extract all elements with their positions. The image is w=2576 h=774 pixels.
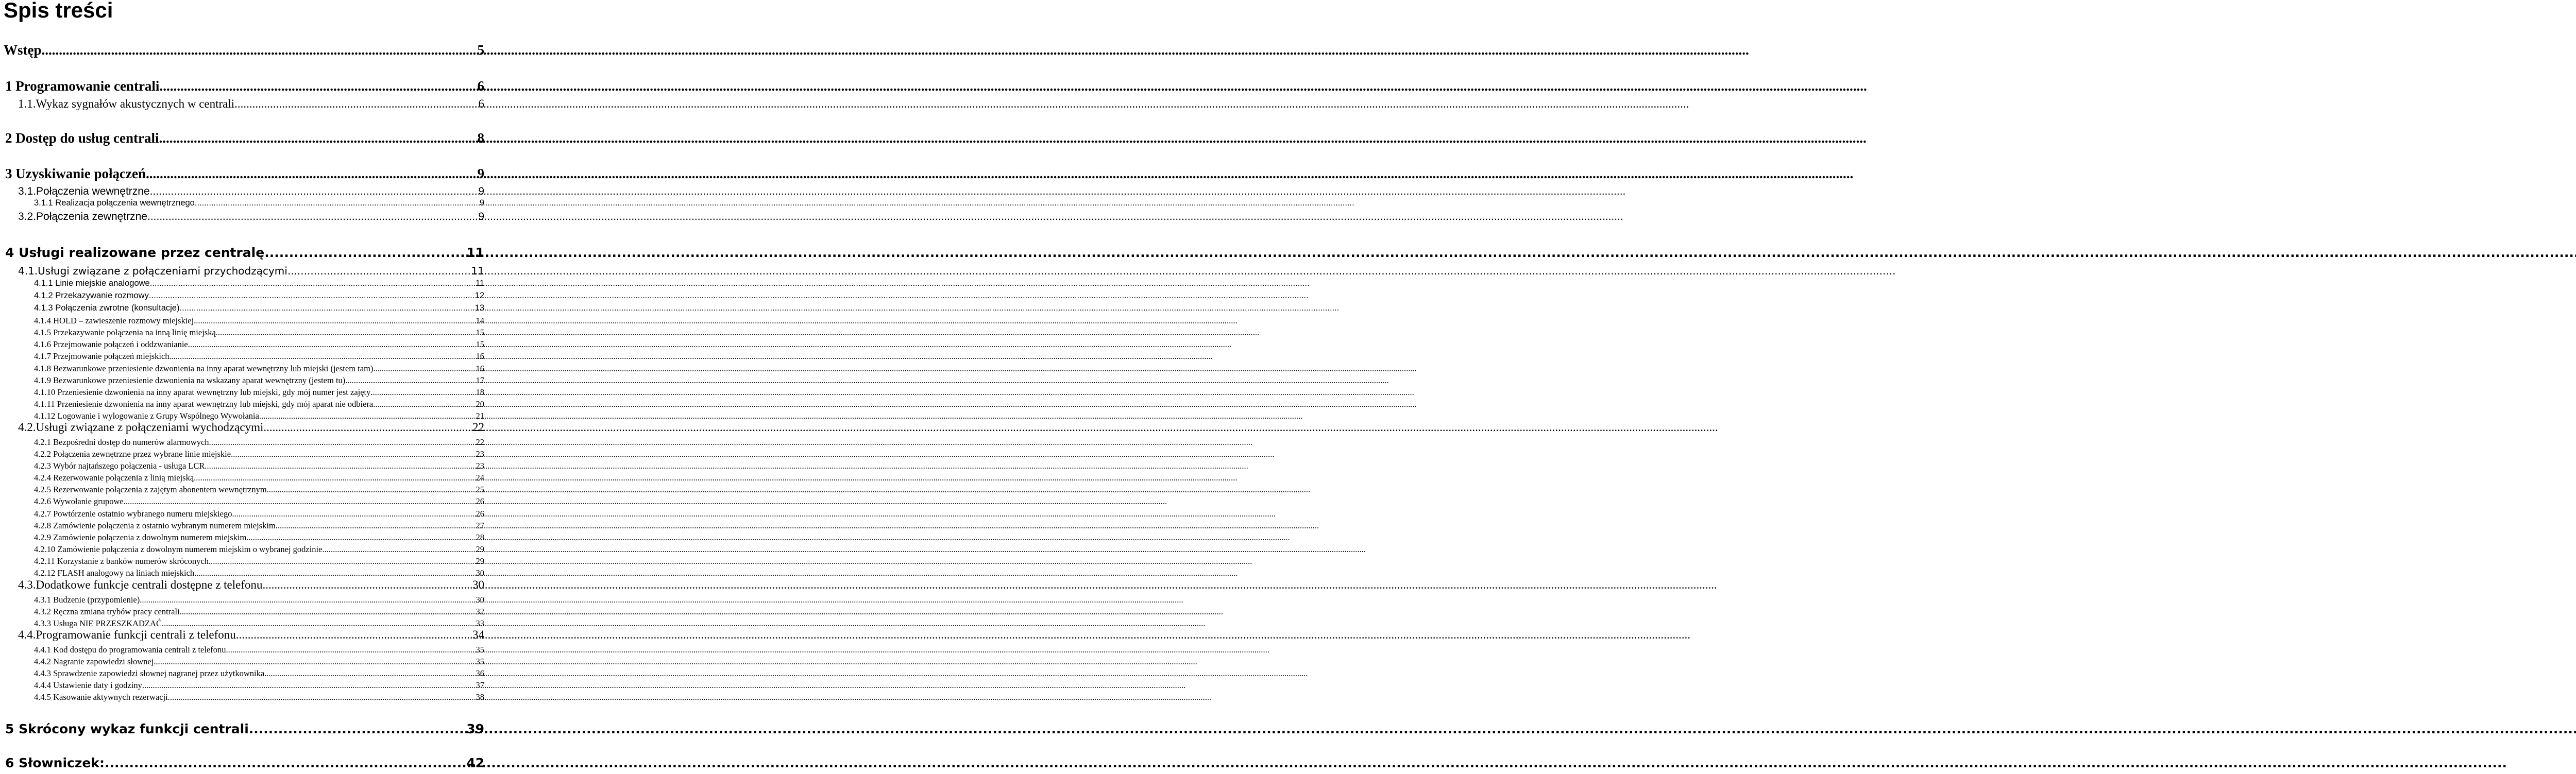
toc-entry-subsection-4-2-11[interactable] <box>34 556 484 566</box>
toc-entry-title: 4.2.12 FLASH analogowy na liniach miejskich <box>34 568 195 578</box>
toc-entry-subsection-4-1-8[interactable] <box>34 364 484 374</box>
toc-entry-title: 4.2.10 Zamówienie połączenia z dowolnym numerem miejskim o wybranej godzinie <box>34 544 323 554</box>
leader-dots <box>264 668 475 679</box>
toc-entry-page: 39 <box>466 721 484 736</box>
leader-dots <box>373 364 475 374</box>
leader-dots <box>264 245 466 260</box>
toc-entry-section-4-4[interactable] <box>18 628 484 642</box>
toc-entry-subsection-4-2-10[interactable] <box>34 544 484 555</box>
toc-entry-title: 4.1.10 Przeniesienie dzwonienia na inny aparat wewnętrzny lub miejski, gdy mój numer jest zajęty <box>34 387 371 397</box>
leader-dots <box>105 755 466 770</box>
leader-dots <box>226 645 476 655</box>
toc-entry-title: 4 Usługi realizowane przez centralę <box>5 245 265 260</box>
toc-entry-section-4-2[interactable] <box>18 421 484 434</box>
toc-entry-subsection-4-4-3[interactable] <box>34 668 484 679</box>
toc-entry-page: 22 <box>476 437 484 447</box>
leader-dots <box>205 461 475 471</box>
toc-entry-page: 6 <box>477 78 484 94</box>
toc-entry-page: 11 <box>471 265 484 277</box>
toc-entry-page: 5 <box>477 42 484 58</box>
toc-entry-page: 21 <box>476 411 484 421</box>
leader-dots <box>142 680 476 691</box>
toc-entry-subsection-4-2-1[interactable] <box>34 437 484 448</box>
toc-entry-page: 29 <box>476 544 484 554</box>
toc-entry-chapter-1[interactable] <box>5 78 484 94</box>
leader-dots <box>263 421 472 434</box>
toc-entry-page: 36 <box>476 668 484 678</box>
leader-dots <box>276 521 476 531</box>
leader-dots <box>287 265 471 277</box>
toc-entry-title: 1.1.Wykaz sygnałów akustycznych w centrali <box>18 97 235 110</box>
toc-entry-subsection-4-4-2[interactable] <box>34 657 484 667</box>
leader-dots <box>140 595 475 605</box>
leader-dots <box>209 437 476 448</box>
toc-entry-section-3-1[interactable] <box>18 185 484 198</box>
toc-entry-subsection-4-1-5[interactable] <box>34 328 484 338</box>
toc-entry-subsection-4-2-9[interactable] <box>34 532 484 543</box>
leader-dots <box>194 568 475 578</box>
toc-entry-chapter-4[interactable] <box>5 245 484 260</box>
toc-entry-page: 11 <box>466 245 484 260</box>
leader-dots <box>231 449 475 459</box>
toc-entry-title: 4.1.3 Połączenia zwrotne (konsultacje) <box>34 303 180 313</box>
leader-dots <box>124 496 476 507</box>
toc-entry-subsection-4-1-1[interactable] <box>34 279 484 288</box>
leader-dots <box>195 198 479 208</box>
toc-entry-title: 4.2.Usługi związane z połączeniami wychodzącymi <box>18 421 264 434</box>
leader-dots <box>249 721 466 736</box>
toc-entry-chapter-5[interactable] <box>5 721 484 736</box>
toc-entry-page: 42 <box>466 755 484 770</box>
toc-entry-page: 12 <box>474 291 484 300</box>
toc-entry-title: 4.2.6 Wywołanie grupowe <box>34 496 124 506</box>
toc-entry-title: Wstęp <box>4 42 42 58</box>
toc-entry-page: 18 <box>476 387 484 397</box>
leader-dots <box>370 387 475 398</box>
toc-entry-title: 4.4.Programowanie funkcji centrali z telefonu <box>18 628 236 641</box>
toc-entry-subsection-4-1-4[interactable] <box>34 316 484 326</box>
toc-entry-title: 4.3.Dodatkowe funkcje centrali dostępne z telefonu <box>18 578 263 591</box>
leader-dots <box>188 339 476 350</box>
toc-entry-subsection-4-2-6[interactable] <box>34 496 484 507</box>
toc-entry-page: 24 <box>476 473 484 483</box>
toc-entry-page: 27 <box>476 521 484 530</box>
toc-entry-title: 4.1.12 Logowanie i wylogowanie z Grupy Wspólnego Wywołania <box>34 411 259 421</box>
toc-entry-subsection-3-1-1[interactable] <box>34 198 484 208</box>
leader-dots <box>263 578 472 592</box>
leader-dots <box>216 328 476 338</box>
toc-entry-page: 14 <box>476 316 484 325</box>
toc-entry-page: 30 <box>476 568 484 578</box>
toc-entry-page: 30 <box>472 578 484 591</box>
toc-entry-section-4-1[interactable] <box>18 265 484 277</box>
toc-entry-subsection-4-1-6[interactable] <box>34 339 484 350</box>
toc-entry-page: 11 <box>475 279 484 288</box>
toc-entry-subsection-4-4-4[interactable] <box>34 680 484 691</box>
toc-entry-intro[interactable] <box>4 42 484 58</box>
toc-entry-title: 4.1.6 Przejmowanie połączeń i oddzwanianie <box>34 339 188 349</box>
leader-dots <box>170 351 476 362</box>
leader-dots <box>209 556 476 566</box>
toc-entry-title: 4.4.3 Sprawdzenie zapowiedzi słownej nagranej przez użytkownika <box>34 668 265 678</box>
toc-entry-title: 5 Skrócony wykaz funkcji centrali <box>5 721 249 736</box>
toc-entry-title: 1 Programowanie centrali <box>5 78 160 94</box>
toc-entry-title: 3.2.Połączenia zewnętrzne <box>18 211 147 222</box>
leader-dots <box>234 97 478 111</box>
toc-entry-chapter-3[interactable] <box>5 166 484 182</box>
leader-dots <box>146 166 477 182</box>
toc-entry-section-1-1[interactable] <box>18 97 484 111</box>
toc-entry-title: 4.4.5 Kasowanie aktywnych rezerwacji <box>34 692 168 702</box>
leader-dots <box>150 185 478 198</box>
leader-dots <box>322 544 475 555</box>
toc-entry-page: 34 <box>472 628 484 641</box>
toc-entry-page: 6 <box>478 97 484 110</box>
toc-entry-title: 4.1.5 Przekazywanie połączenia na inną linię miejską <box>34 328 216 337</box>
toc-entry-page: 35 <box>476 657 484 666</box>
toc-entry-page: 17 <box>476 375 484 385</box>
toc-entry-title: 4.2.8 Zamówienie połączenia z ostatnio wybranym numerem miejskim <box>34 521 276 530</box>
toc-entry-title: 4.2.1 Bezpośredni dostęp do numerów alarmowych <box>34 437 209 447</box>
toc-entry-subsection-4-1-11[interactable] <box>34 399 484 409</box>
toc-entry-subsection-4-4-1[interactable] <box>34 645 484 655</box>
toc-entry-title: 4.1.11 Przeniesienie dzwonienia na inny aparat wewnętrzny lub miejski, gdy mój aparat nie odbiera <box>34 399 374 409</box>
leader-dots <box>373 399 475 409</box>
toc-entry-page: 23 <box>476 461 484 471</box>
leader-dots <box>149 291 474 301</box>
leader-dots <box>159 130 477 146</box>
toc-entry-title: 4.1.7 Przejmowanie połączeń miejskich <box>34 351 170 361</box>
toc-entry-title: 4.1.1 Linie miejskie analogowe <box>34 279 150 288</box>
toc-entry-title: 2 Dostęp do usług centrali <box>5 130 159 146</box>
leader-dots <box>179 303 474 313</box>
toc-entry-page: 30 <box>476 595 484 605</box>
toc-entry-page: 35 <box>476 645 484 655</box>
toc-entry-subsection-4-1-3[interactable] <box>34 303 484 313</box>
toc-entry-page: 28 <box>476 532 484 542</box>
toc-entry-subsection-4-2-2[interactable] <box>34 449 484 459</box>
toc-entry-section-3-2[interactable] <box>18 211 484 223</box>
toc-entry-page: 9 <box>477 166 484 181</box>
toc-entry-title: 4.1.9 Bezwarunkowe przeniesienie dzwonienia na wskazany aparat wewnętrzny (jestem tu) <box>34 375 346 385</box>
toc-entry-title: 6 Słowniczek: <box>5 755 105 770</box>
leader-dots <box>259 411 476 421</box>
leader-dots <box>168 692 476 702</box>
toc-entry-page: 15 <box>476 328 484 337</box>
toc-entry-title: 4.1.4 HOLD – zawieszenie rozmowy miejskiej <box>34 316 194 325</box>
toc-entry-title: 3 Uzyskiwanie połączeń <box>5 166 146 181</box>
toc-entry-page: 26 <box>476 496 484 506</box>
toc-entry-subsection-4-2-3[interactable] <box>34 461 484 471</box>
leader-dots <box>150 279 475 288</box>
toc-entry-page: 15 <box>476 339 484 349</box>
toc-entry-title: 4.4.2 Nagranie zapowiedzi słownej <box>34 657 154 666</box>
leader-dots <box>236 628 472 642</box>
leader-dots <box>267 485 476 495</box>
toc-entry-page: 32 <box>476 607 484 616</box>
toc-entry-subsection-4-2-5[interactable] <box>34 485 484 495</box>
toc-entry-page: 37 <box>476 680 484 690</box>
toc-entry-title: 4.2.5 Rezerwowanie połączenia z zajętym abonentem wewnętrznym <box>34 485 267 494</box>
toc-entry-subsection-4-1-12[interactable] <box>34 411 484 421</box>
toc-entry-chapter-6[interactable] <box>5 755 484 770</box>
toc-entry-page: 33 <box>476 618 484 628</box>
leader-dots <box>162 618 476 629</box>
toc-entry-title: 3.1.1 Realizacja połączenia wewnętrznego <box>34 198 195 208</box>
toc-entry-title: 4.3.3 Usługa NIE PRZESZKADZAĆ <box>34 618 162 628</box>
toc-entry-subsection-4-3-1[interactable] <box>34 595 484 605</box>
toc-entry-subsection-4-1-7[interactable] <box>34 351 484 362</box>
toc-entry-page: 20 <box>476 399 484 409</box>
leader-dots <box>42 42 477 58</box>
toc-entry-title: 4.2.4 Rezerwowanie połączenia z linią miejską <box>34 473 194 483</box>
leader-dots <box>194 316 475 326</box>
toc-entry-subsection-4-3-2[interactable] <box>34 607 484 617</box>
toc-entry-title: 4.4.4 Ustawienie daty i godziny <box>34 680 142 690</box>
toc-entry-page: 9 <box>478 211 484 222</box>
toc-entry-page: 26 <box>476 509 484 519</box>
toc-entry-subsection-4-1-9[interactable] <box>34 375 484 386</box>
toc-entry-page: 16 <box>476 351 484 361</box>
page-title: Spis treści <box>4 0 113 22</box>
leader-dots <box>194 473 475 483</box>
toc-entry-title: 4.2.9 Zamówienie połączenia z dowolnym numerem miejskim <box>34 532 247 542</box>
leader-dots <box>154 657 475 667</box>
toc-entry-title: 4.2.3 Wybór najtańszego połączenia - usługa LCR <box>34 461 205 471</box>
toc-entry-page: 13 <box>474 303 484 313</box>
toc-entry-subsection-4-3-3[interactable] <box>34 618 484 629</box>
leader-dots <box>147 211 478 223</box>
toc-entry-title: 4.3.2 Ręczna zmiana trybów pracy centrali <box>34 607 180 616</box>
toc-entry-title: 4.2.11 Korzystanie z banków numerów skróconych <box>34 556 209 566</box>
toc-entry-page: 29 <box>476 556 484 566</box>
toc-entry-page: 22 <box>472 421 484 434</box>
toc-entry-subsection-4-2-8[interactable] <box>34 521 484 531</box>
toc-entry-page: 8 <box>477 130 484 146</box>
toc-entry-subsection-4-4-5[interactable] <box>34 692 484 702</box>
toc-entry-title: 4.1.8 Bezwarunkowe przeniesienie dzwonienia na inny aparat wewnętrzny lub miejski (jestem tam) <box>34 364 374 373</box>
toc-entry-title: 4.2.7 Powtórzenie ostatnio wybranego numeru miejskiego <box>34 509 232 519</box>
toc-entry-chapter-2[interactable] <box>5 130 484 146</box>
toc-entry-page: 16 <box>476 364 484 373</box>
toc-entry-page: 9 <box>478 185 484 197</box>
toc-entry-page: 25 <box>476 485 484 494</box>
toc-entry-section-4-3[interactable] <box>18 578 484 592</box>
leader-dots <box>159 78 477 94</box>
toc-entry-title: 4.2.2 Połączenia zewnętrzne przez wybrane linie miejskie <box>34 449 231 459</box>
leader-dots <box>180 607 476 617</box>
toc-entry-title: 4.3.1 Budzenie (przypomienie) <box>34 595 140 605</box>
toc-entry-subsection-4-2-4[interactable] <box>34 473 484 483</box>
toc-entry-title: 4.1.Usługi związane z połączeniami przychodzącymi <box>18 265 287 277</box>
toc-entry-title: 3.1.Połączenia wewnętrzne <box>18 185 150 197</box>
toc-entry-subsection-4-2-12[interactable] <box>34 568 484 578</box>
leader-dots <box>232 509 475 519</box>
toc-entry-subsection-4-1-2[interactable] <box>34 291 484 301</box>
toc-entry-title: 4.4.1 Kod dostępu do programowania centrali z telefonu <box>34 645 226 655</box>
table-of-contents <box>0 0 495 774</box>
toc-entry-page: 9 <box>479 198 484 208</box>
leader-dots <box>345 375 475 386</box>
toc-entry-title: 4.1.2 Przekazywanie rozmowy <box>34 291 149 300</box>
leader-dots <box>246 532 475 543</box>
toc-entry-page: 23 <box>476 449 484 459</box>
toc-entry-subsection-4-1-10[interactable] <box>34 387 484 398</box>
toc-entry-page: 38 <box>476 692 484 702</box>
toc-entry-subsection-4-2-7[interactable] <box>34 509 484 519</box>
